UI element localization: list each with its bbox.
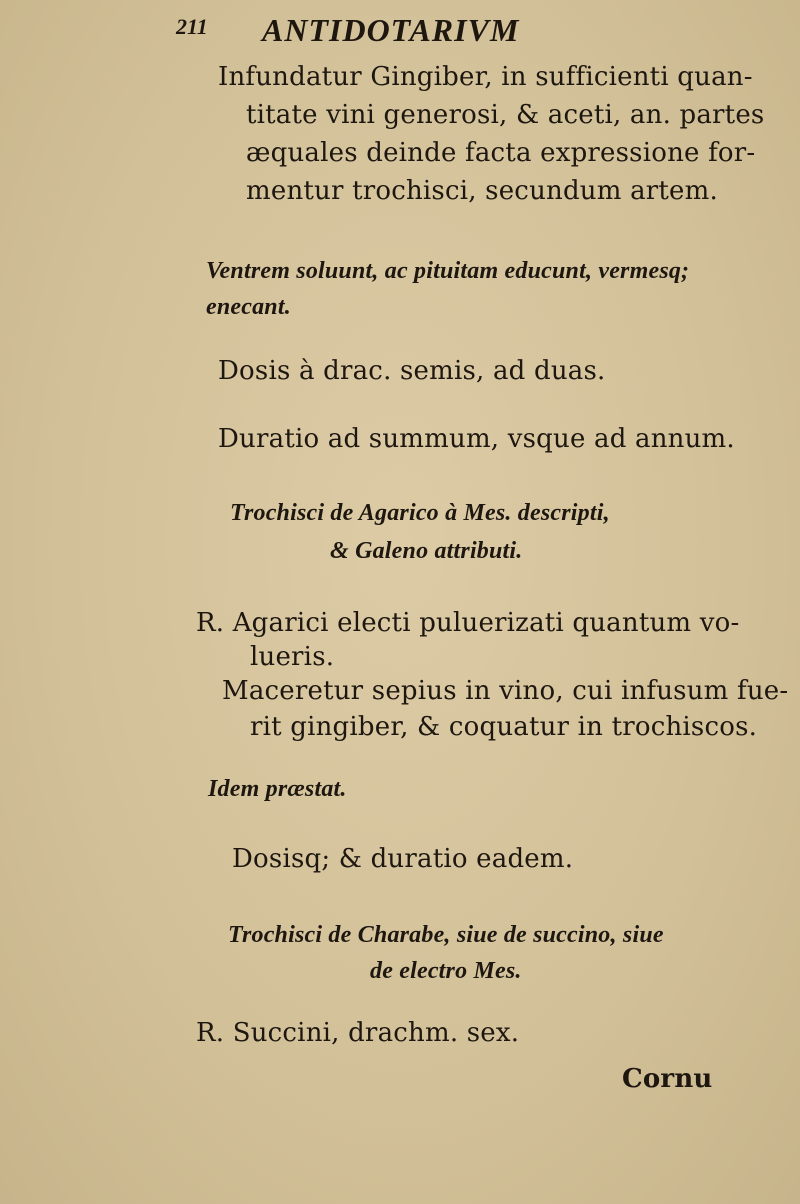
recipe4: R. Succini, drachm. sex. (196, 1018, 520, 1048)
page-number: 211 (176, 14, 208, 39)
duration1: Duratio ad summum, vsque ad annum. (218, 424, 735, 454)
recipe2-line4: rit gingiber, & coquatur in trochiscos. (250, 712, 758, 742)
dose3: Dosisq; & duratio eadem. (232, 844, 574, 874)
catchword: Cornu (622, 1064, 713, 1094)
recipe2-line1: R. Agarici electi puluerizati quantum vo- (196, 608, 740, 638)
heading2-line2: & Galeno attributi. (330, 538, 523, 564)
recipe2-line3: Maceretur sepius in vino, cui infusum fue- (222, 676, 789, 706)
recipe2-line2: lueris. (250, 642, 335, 672)
para1-line1: Infundatur Gingiber, in sufficienti quan- (218, 62, 753, 92)
dose1: Dosis à drac. semis, ad duas. (218, 356, 606, 386)
heading2-line1: Trochisci de Agarico à Mes. descripti, (230, 500, 610, 526)
heading3: Idem præstat. (208, 776, 347, 802)
running-title: ANTIDOTARIVM (262, 12, 520, 48)
heading1-line1: Ventrem soluunt, ac pituitam educunt, vermesq; (206, 258, 690, 284)
heading1-line2: enecant. (206, 294, 291, 320)
para1-line4: mentur trochisci, secundum artem. (246, 176, 718, 206)
heading4-line2: de electro Mes. (370, 958, 522, 984)
heading4-line1: Trochisci de Charabe, siue de succino, siue (228, 922, 664, 948)
para1-line3: æquales deinde facta expressione for- (246, 138, 756, 168)
para1-line2: titate vini generosi, & aceti, an. partes (246, 100, 765, 130)
